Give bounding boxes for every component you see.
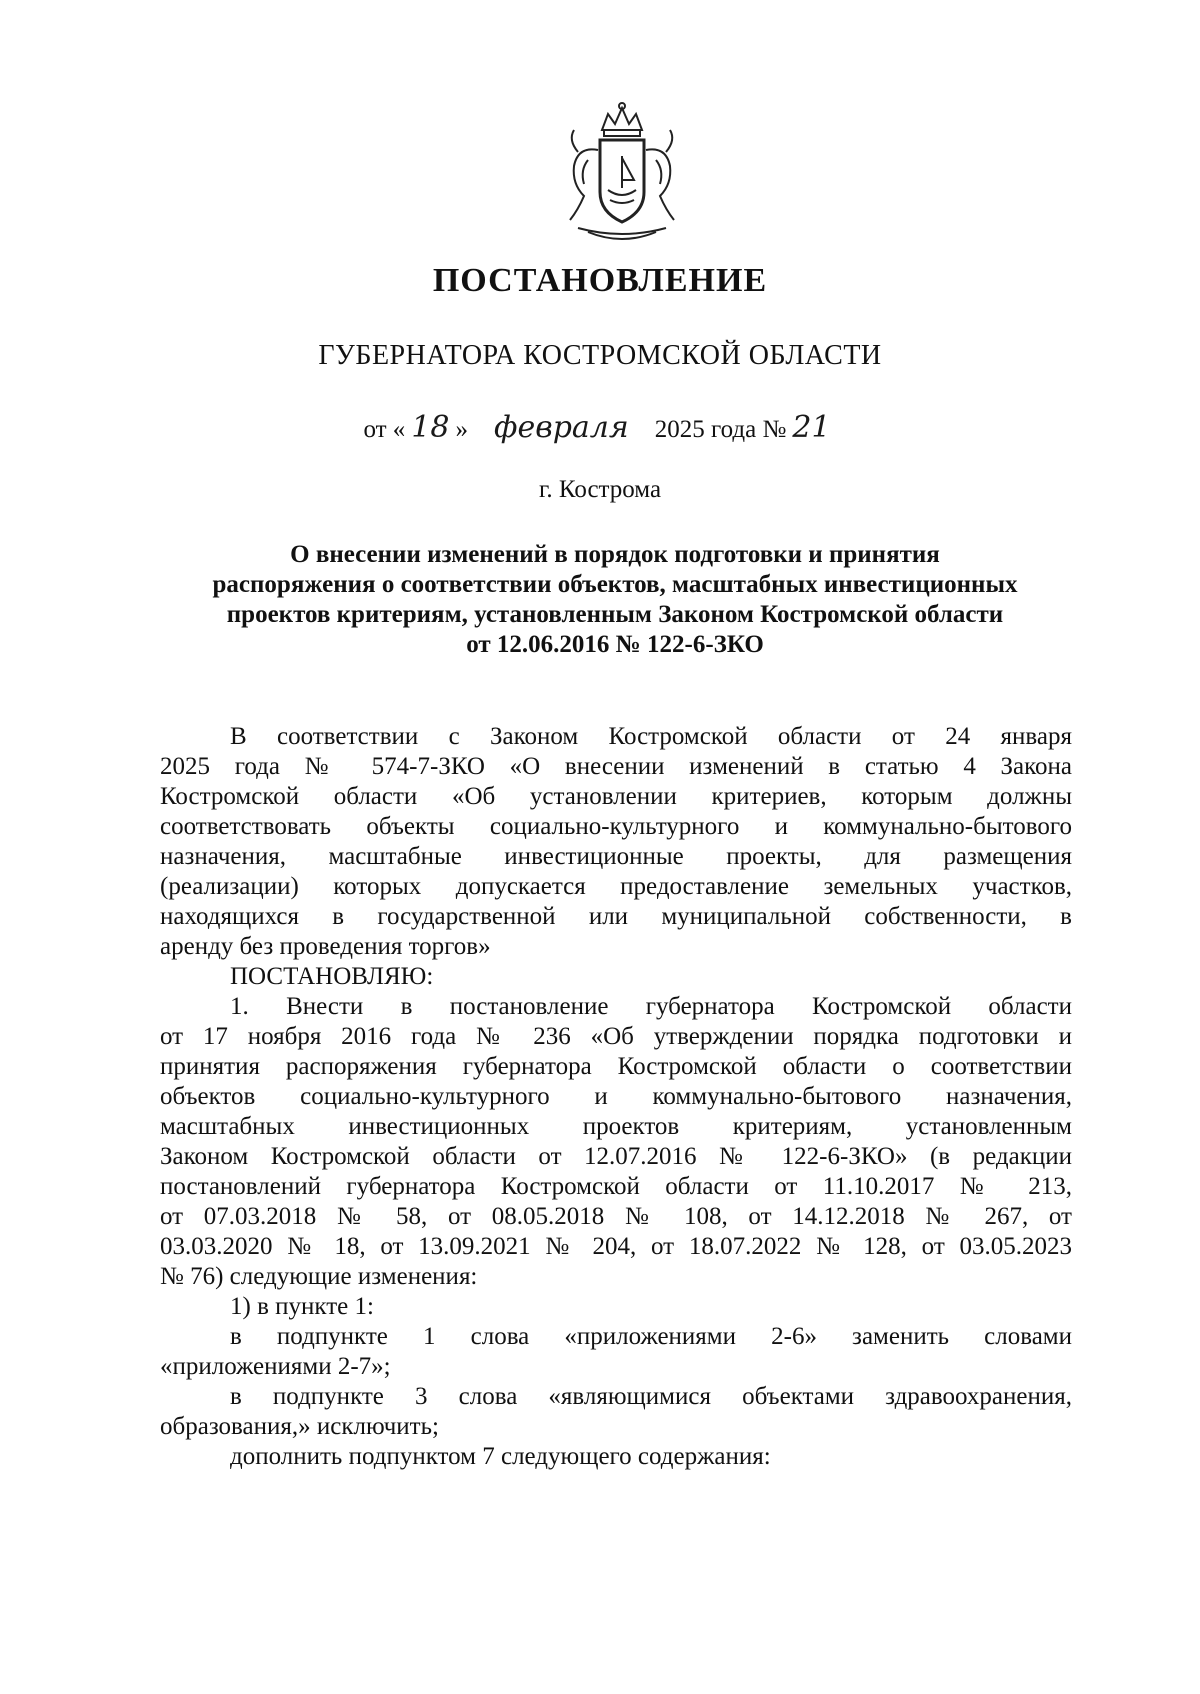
body-line: дополнить подпунктом 7 следующего содержания: [230, 1443, 771, 1470]
resolve-line: ПОСТАНОВЛЯЮ: [230, 963, 434, 990]
body-line: от 07.03.2018 № 58, от 08.05.2018 № 108, от 14.12.2018 № 267, от [160, 1203, 1072, 1230]
body-line: аренду без проведения торгов» [160, 933, 491, 960]
document-subtitle: ГУБЕРНАТОРА КОСТРОМСКОЙ ОБЛАСТИ [318, 340, 882, 371]
body-line: принятия распоряжения губернатора Костромской области о соответствии [160, 1053, 1072, 1080]
heading-line: от 12.06.2016 № 122-6-ЗКО [466, 631, 764, 658]
document-title: ПОСТАНОВЛЕНИЕ [432, 262, 768, 299]
body-line: 03.03.2020 № 18, от 13.09.2021 № 204, от 18.07.2022 № 128, от 03.05.2023 [160, 1233, 1072, 1260]
body-line: соответствовать объекты социально-культурного и коммунально-бытового [160, 813, 1072, 840]
document-number-handwritten: 21 [792, 410, 831, 445]
body-line: Костромской области «Об установлении критериев, которым должны [160, 783, 1072, 810]
body-line: от 17 ноября 2016 года № 236 «Об утверждении порядка подготовки и [160, 1023, 1072, 1050]
body-line: Законом Костромской области от 12.07.2016 № 122-6-ЗКО» (в редакции [160, 1143, 1072, 1170]
body-line: постановлений губернатора Костромской области от 11.10.2017 № 213, [160, 1173, 1072, 1200]
body-line: № 76) следующие изменения: [160, 1263, 478, 1290]
date-year-text: 2025 года № [654, 416, 787, 443]
body-line: 1. Внести в постановление губернатора Костромской области [230, 993, 1072, 1020]
body-line: масштабных инвестиционных проектов критериям, установленным [160, 1113, 1072, 1140]
coat-of-arms-emblem [548, 100, 696, 248]
subitem-line: 1) в пункте 1: [230, 1293, 374, 1320]
date-day-handwritten: 18 [411, 410, 450, 445]
body-line: 2025 года № 574-7-ЗКО «О внесении изменений в статью 4 Закона [160, 753, 1072, 780]
body-line: «приложениями 2-7»; [160, 1353, 391, 1380]
date-line [0, 410, 1200, 445]
date-month-handwritten: февраля [494, 410, 629, 445]
body-line: в подпункте 3 слова «являющимися объектами здравоохранения, [230, 1383, 1072, 1410]
heading-line: О внесении изменений в порядок подготовки и принятия [290, 541, 940, 568]
city-line: г. Кострома [538, 476, 662, 503]
document-body [160, 722, 1072, 1472]
body-line: в подпункте 1 слова «приложениями 2-6» заменить словами [230, 1323, 1072, 1350]
body-line: В соответствии с Законом Костромской области от 24 января [230, 723, 1072, 750]
body-line: назначения, масштабные инвестиционные проекты, для размещения [160, 843, 1072, 870]
document-heading [150, 540, 1080, 660]
body-line: находящихся в государственной или муниципальной собственности, в [160, 903, 1072, 930]
heading-line: распоряжения о соответствии объектов, масштабных инвестиционных [212, 571, 1018, 598]
body-line: образования,» исключить; [160, 1413, 439, 1440]
heading-line: проектов критериям, установленным Законом Костромской области [226, 601, 1004, 628]
date-after-day: » [455, 416, 468, 443]
date-prefix: от « [363, 416, 406, 443]
body-line: объектов социально-культурного и коммунально-бытового назначения, [160, 1083, 1072, 1110]
body-line: (реализации) которых допускается предоставление земельных участков, [160, 873, 1072, 900]
